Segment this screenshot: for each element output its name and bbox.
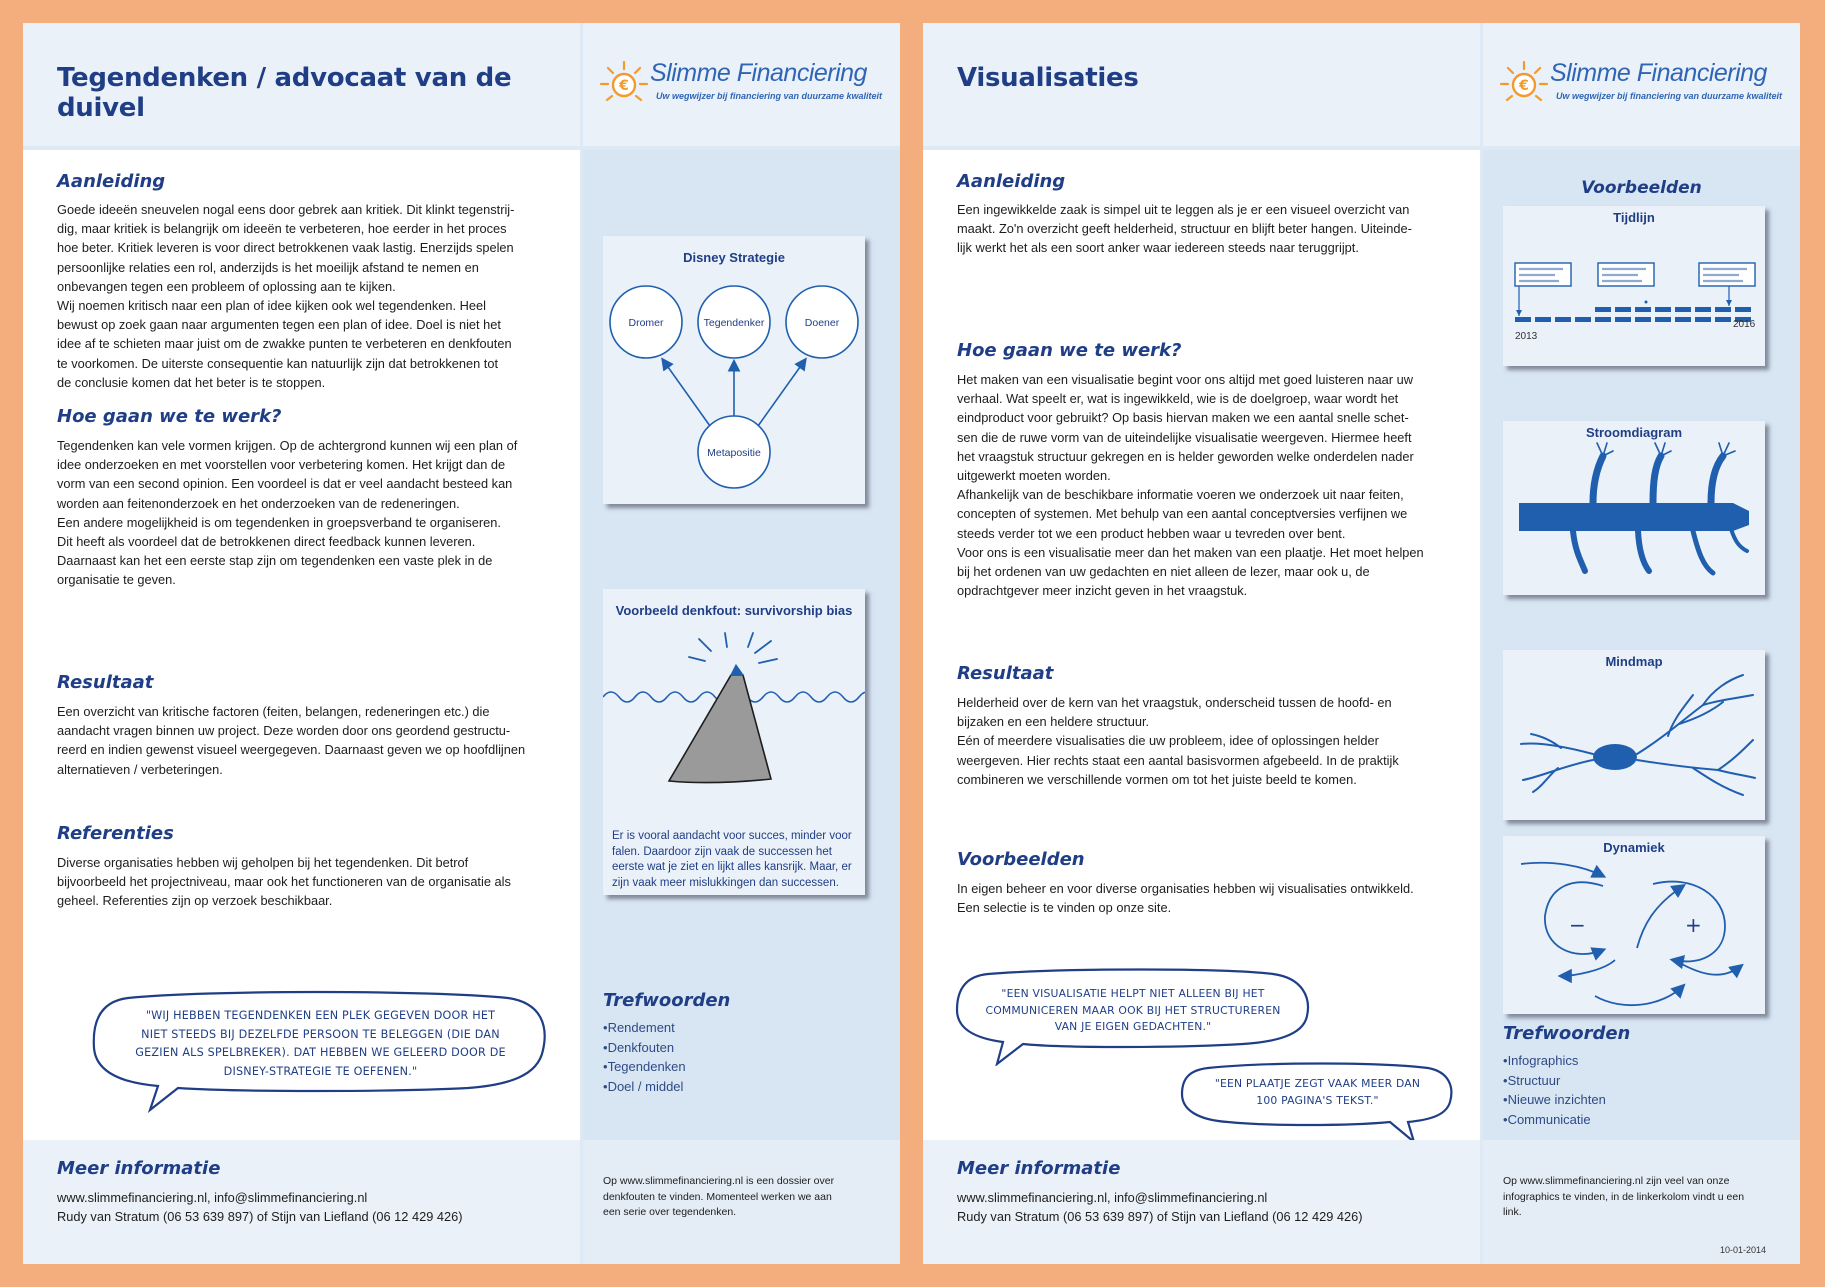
disney-strategy-title: Disney Strategie <box>683 250 785 265</box>
section-heading-referenties: Referenties <box>57 823 174 844</box>
right-footer <box>923 1140 1480 1264</box>
section-text-aanleiding: Goede ideeën sneuvelen nogal eens door gebrek aan kritiek. Dit klinkt tegenstrij- dig, maar kritiek is belangrijk om ideeën te verbeteren, hoe eerder in het proces hoe beter. Kritiek leveren is voor direct betrokkenen vaak lastig. Enerzijds spelen persoonlijke relaties een rol, anderzijds is het moeilijk afstand te nemen en onbevangen tegen een probleem of oplossing aan te kijken. Wij noemen kritisch naar een plan of idee kijken ook wel tegendenken. Heel bewust op zoek gaan naar argumenten tegen een plan of idee. Doel is niet het idee af te schieten maar juist om de zwakke punten te verbeteren en denkfouten te voorkomen. De uiterste consequentie kan natuurlijk zijn dat betrokkenen tot de conclusie komen dat het beter is te stoppen. <box>57 202 515 390</box>
section-text-werkwijze: Tegendenken kan vele vormen krijgen. Op de achtergrond kunnen wij een plan of idee onderzoeken en met voorstellen voor verbetering komen. Het krijgt dan de vorm van een second opinion. Een voordeel is dat er veel aandacht besteed kan worden aan feitenonderzoek en het onderzoeken van de redeneringen. Een andere mogelijkheid is om tegendenken in groepsverband te organiseren. Dit heeft als voordeel dat de betrokkenen direct feedback kunnen leveren. Daarnaast kan het een eerste stap zijn om tegendenken een vaste plek in de organisatie te geven. <box>57 438 518 588</box>
keywords-title: Trefwoorden <box>1503 1023 1631 1044</box>
footer-contact-line: www.slimmefinanciering.nl, info@slimmefinanciering.nl <box>57 1190 368 1205</box>
section-text-referenties: Diverse organisaties hebben wij geholpen bij het tegendenken. Dit betrof bijvoorbeeld het projectniveau, maar ook het functioneren van de organisatie als geheel. Referenties zijn op verzoek beschikbaar. <box>57 855 511 909</box>
keyword-item: • Communicatie <box>1503 1110 1606 1130</box>
section-heading-werkwijze: Hoe gaan we te werk? <box>957 340 1182 361</box>
node-label-metapositie: Metapositie <box>707 447 761 459</box>
section-text-resultaat: Een overzicht van kritische factoren (feiten, belangen, redeneringen etc.) die aandacht vragen binnen uw project. Deze worden door ons geordend gestructu- reerd en indien gewenst visueel weergegeven. Daarnaast geven we op hoofdlijnen alternatieven / verbeteringen. <box>57 704 526 777</box>
left-page <box>23 23 900 1264</box>
keyword-item: • Tegendenken <box>603 1057 686 1077</box>
timeline-title: Tijdlijn <box>1613 210 1655 225</box>
section-heading-aanleiding: Aanleiding <box>57 171 166 192</box>
svg-text:€: € <box>619 78 629 94</box>
footer-side-note: Op www.slimmefinanciering.nl is een dossier over denkfouten te vinden. Momenteel werken we aan een serie over tegendenken. <box>603 1175 835 1218</box>
node-label-dromer: Dromer <box>628 317 664 329</box>
dynamics-illustration <box>1503 836 1765 1014</box>
quote-1-text: "EEN VISUALISATIE HELPT NIET ALLEEN BIJ HET COMMUNICEREN MAAR OOK BIJ HET STRUCTUREREN VAN JE EIGEN GEDACHTEN." <box>985 987 1281 1033</box>
section-text-voorbeelden: In eigen beheer en voor diverse organisaties hebben wij visualisaties ontwikkeld. Een selectie is te vinden op onze site. <box>957 881 1414 916</box>
left-header-logo-area <box>583 23 900 146</box>
right-header <box>923 23 1480 146</box>
left-header <box>23 23 580 146</box>
right-footer-side <box>1483 1140 1800 1264</box>
flow-diagram-illustration <box>1503 421 1765 595</box>
dynamics-card <box>1503 836 1765 1014</box>
node-label-doener: Doener <box>804 317 840 329</box>
footer-phone-line: Rudy van Stratum (06 53 639 897) of Stijn van Liefland (06 12 429 426) <box>57 1209 463 1224</box>
left-main-content <box>23 150 580 1161</box>
left-footer <box>23 1140 580 1264</box>
right-page <box>923 23 1800 1264</box>
disney-strategy-card <box>603 236 865 504</box>
keyword-item: • Nieuwe inzichten <box>1503 1090 1606 1110</box>
section-text-werkwijze: Het maken van een visualisatie begint voor ons altijd met goed luisteren naar uw verhaal. Wat speelt er, wat is ingewikkeld, wie is de doelgroep, waar wordt het eindproduct voor gebruikt? Op basis hiervan maken we een aantal snelle schet- sen die de ruwe vorm van de uiteindelijke visualisatie weergeven. Hiermee heeft het vraagstuk structuur gekregen en is helder geworden welke onderdelen nader uitgewerkt moeten worden. Afhankelijk van de beschikbare informatie voeren we onderzoek uit naar feiten, concepten of systemen. Met behulp van een aantal conceptversies verfijnen we steeds verder tot we een product hebben waar u tevreden over bent. Voor ons is een visualisatie meer dan het maken van een plaatje. Het moet helpen bij het ordenen van uw gedachten en niet alleen de lezer, maar ook u, de opdrachtgever meer inzicht geven in het vraagstuk. <box>957 372 1424 599</box>
node-label-tegendenker: Tegendenker <box>703 317 765 329</box>
section-heading-aanleiding: Aanleiding <box>957 171 1066 192</box>
right-header-logo-area <box>1483 23 1800 146</box>
section-text-aanleiding: Een ingewikkelde zaak is simpel uit te leggen als je er een visueel overzicht van maakt. Zo'n overzicht geeft helderheid, structuur en blijft beter hangen. Uiteinde- lijk werkt het als een soort anker waar iedereen steeds naar teruggrijpt. <box>957 202 1412 256</box>
right-main-content <box>923 150 1480 1161</box>
publication-date: 10-01-2014 <box>1719 1245 1766 1255</box>
timeline-start-year: 2013 <box>1515 331 1538 342</box>
mindmap-title: Mindmap <box>1605 654 1663 669</box>
keywords-list <box>603 1018 686 1096</box>
footer-phone-line: Rudy van Stratum (06 53 639 897) of Stijn van Liefland (06 12 429 426) <box>957 1209 1363 1224</box>
sun-euro-icon <box>1498 59 1550 111</box>
timeline-illustration <box>1503 206 1765 366</box>
left-footer-side <box>583 1140 900 1264</box>
logo-name: Slimme Financiering <box>1550 59 1767 87</box>
dynamics-title: Dynamiek <box>1603 840 1665 855</box>
logo-tagline: Uw wegwijzer bij financiering van duurzame kwaliteit <box>1556 91 1783 101</box>
section-heading-voorbeelden: Voorbeelden <box>957 849 1085 870</box>
keywords-title: Trefwoorden <box>603 990 731 1011</box>
plus-sign: + <box>1685 913 1702 937</box>
section-heading-resultaat: Resultaat <box>57 672 154 693</box>
slimme-financiering-logo <box>598 59 888 119</box>
timeline-end-year: 2016 <box>1733 319 1756 330</box>
flow-diagram-card <box>1503 421 1765 595</box>
disney-strategy-diagram <box>603 236 865 504</box>
footer-contact-line: www.slimmefinanciering.nl, info@slimmefinanciering.nl <box>957 1190 1268 1205</box>
survivorship-bias-caption: Er is vooral aandacht voor succes, minder voor falen. Daardoor zijn vaak de successen het eerste wat je ziet en lijkt alles kansrijk. Maar, er zijn vaak meer mislukkingen dan successen. <box>612 830 852 889</box>
slimme-financiering-logo <box>1498 59 1788 119</box>
flow-diagram-title: Stroomdiagram <box>1585 425 1683 440</box>
page-title: Visualisaties <box>957 63 1139 93</box>
quote-2-text: "EEN PLAATJE ZEGT VAAK MEER DAN 100 PAGINA'S TEKST." <box>1214 1077 1421 1107</box>
mindmap-card <box>1503 650 1765 820</box>
section-heading-werkwijze: Hoe gaan we te werk? <box>57 406 282 427</box>
left-sidebar <box>583 150 900 1161</box>
section-text-resultaat: Helderheid over de kern van het vraagstuk, onderscheid tussen de hoofd- en bijzaken en een heldere structuur. Eén of meerdere visualisaties die uw probleem, idee of oplossingen helder weergeven. Hier rechts staat een aantal basisvormen afgebeeld. In de praktijk combineren we verschillende vormen om tot het juiste beeld te komen. <box>957 695 1399 787</box>
footer-heading: Meer informatie <box>957 1158 1121 1179</box>
examples-title: Voorbeelden <box>1581 178 1702 198</box>
survivorship-bias-title: Voorbeeld denkfout: survivorship bias <box>615 603 853 618</box>
logo-name: Slimme Financiering <box>650 59 867 87</box>
keyword-item: • Structuur <box>1503 1071 1606 1091</box>
keyword-item: • Infographics <box>1503 1051 1606 1071</box>
footer-side-note: Op www.slimmefinanciering.nl zijn veel van onze infographics te vinden, in de linkerkolom vindt u een link. <box>1503 1175 1745 1218</box>
mindmap-illustration <box>1503 650 1765 820</box>
keyword-item: • Doel / middel <box>603 1077 686 1097</box>
section-heading-resultaat: Resultaat <box>957 663 1054 684</box>
footer-heading: Meer informatie <box>57 1158 221 1179</box>
right-sidebar <box>1483 150 1800 1161</box>
sun-euro-icon <box>598 59 650 111</box>
quote-text: "WIJ HEBBEN TEGENDENKEN EEN PLEK GEGEVEN DOOR HET NIET STEEDS BIJ DEZELFDE PERSOON TE BELEGGEN (DIE DAN GEZIEN ALS SPELBREKER). DAT HEBBEN WE GELEERD DOOR DE DISNEY-STRATEGIE TE OEFENEN." <box>135 1009 506 1078</box>
keyword-item: • Rendement <box>603 1018 686 1038</box>
logo-tagline: Uw wegwijzer bij financiering van duurzame kwaliteit <box>656 91 883 101</box>
keyword-item: • Denkfouten <box>603 1038 686 1058</box>
svg-text:€: € <box>1519 78 1529 94</box>
page-title: Tegendenken / advocaat van de duivel <box>57 63 512 123</box>
keywords-list <box>1503 1051 1606 1129</box>
survivorship-bias-card <box>603 589 865 895</box>
minus-sign: − <box>1569 913 1586 937</box>
timeline-card <box>1503 206 1765 366</box>
